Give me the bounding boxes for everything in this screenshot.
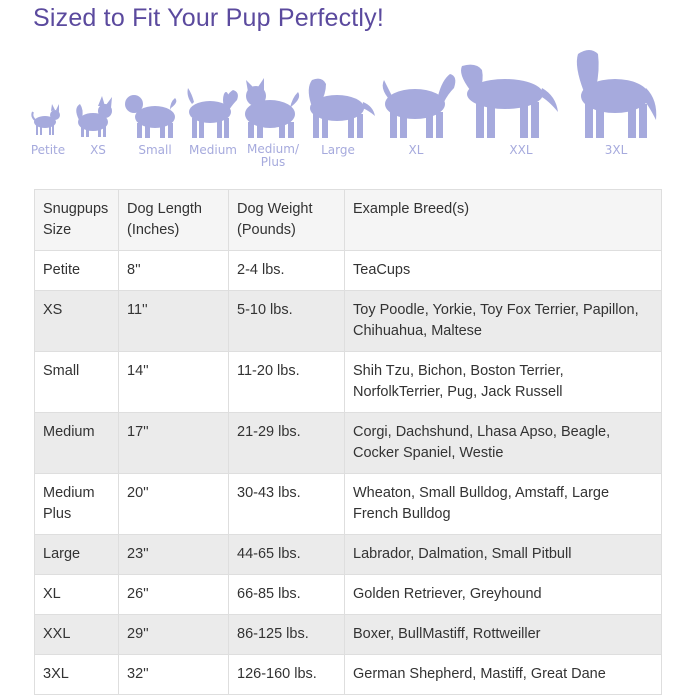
cell-size: Large [35, 535, 119, 575]
cell-length: 8'' [119, 251, 229, 291]
cell-weight: 86-125 lbs. [229, 615, 345, 655]
size-label-xl: XL [408, 143, 424, 157]
dog-medium-plus-icon [245, 78, 299, 138]
cell-breeds: Boxer, BullMastiff, Rottweiller [345, 615, 662, 655]
cell-breeds: Labrador, Dalmation, Small Pitbull [345, 535, 662, 575]
cell-breeds: Wheaton, Small Bulldog, Amstaff, Large French Bulldog [345, 474, 662, 535]
size-label-petite: Petite [30, 143, 66, 157]
header-weight: Dog Weight (Pounds) [229, 190, 345, 251]
cell-length: 20'' [119, 474, 229, 535]
cell-weight: 11-20 lbs. [229, 352, 345, 413]
cell-size: Small [35, 352, 119, 413]
table-header-row [35, 190, 662, 251]
cell-size: XXL [35, 615, 119, 655]
cell-size: Petite [35, 251, 119, 291]
cell-length: 23'' [119, 535, 229, 575]
table-row [35, 615, 662, 655]
dog-xxl-icon [461, 65, 558, 138]
table-row [35, 413, 662, 474]
table-row [35, 251, 662, 291]
dog-xs-icon [76, 96, 112, 137]
table-row [35, 535, 662, 575]
table-row [35, 575, 662, 615]
size-label-3xl: 3XL [604, 143, 628, 157]
cell-length: 26'' [119, 575, 229, 615]
dog-xl-icon [383, 74, 456, 138]
size-label-small: Small [138, 143, 172, 157]
dog-size-illustration [30, 44, 660, 174]
cell-weight: 30-43 lbs. [229, 474, 345, 535]
cell-breeds: Shih Tzu, Bichon, Boston Terrier, NorfolkTerrier, Pug, Jack Russell [345, 352, 662, 413]
cell-weight: 126-160 lbs. [229, 655, 345, 695]
dog-small-icon [125, 95, 176, 138]
cell-size: Medium Plus [35, 474, 119, 535]
cell-breeds: Corgi, Dachshund, Lhasa Apso, Beagle, Cocker Spaniel, Westie [345, 413, 662, 474]
table-row [35, 655, 662, 695]
cell-breeds: Toy Poodle, Yorkie, Toy Fox Terrier, Papillon, Chihuahua, Maltese [345, 291, 662, 352]
cell-size: 3XL [35, 655, 119, 695]
cell-weight: 5-10 lbs. [229, 291, 345, 352]
size-label-large: Large [321, 143, 355, 157]
size-label-xxl: XXL [509, 143, 533, 157]
cell-length: 11'' [119, 291, 229, 352]
cell-weight: 21-29 lbs. [229, 413, 345, 474]
cell-weight: 66-85 lbs. [229, 575, 345, 615]
dog-medium-icon [188, 88, 238, 138]
header-size: Snugpups Size [35, 190, 119, 251]
dog-petite-icon [32, 104, 60, 135]
page-title: Sized to Fit Your Pup Perfectly! [33, 4, 385, 32]
cell-breeds: TeaCups [345, 251, 662, 291]
cell-length: 17'' [119, 413, 229, 474]
table-row [35, 352, 662, 413]
cell-size: Medium [35, 413, 119, 474]
cell-weight: 44-65 lbs. [229, 535, 345, 575]
cell-length: 14'' [119, 352, 229, 413]
table-row [35, 291, 662, 352]
size-label-medium-plus: Medium/ Plus [246, 142, 300, 169]
header-breeds: Example Breed(s) [345, 190, 662, 251]
cell-breeds: Golden Retriever, Greyhound [345, 575, 662, 615]
cell-length: 32'' [119, 655, 229, 695]
table-body [35, 251, 662, 695]
dog-3xl-icon [577, 50, 656, 138]
cell-size: XS [35, 291, 119, 352]
cell-weight: 2-4 lbs. [229, 251, 345, 291]
dog-large-icon [309, 79, 375, 138]
table-row [35, 474, 662, 535]
size-label-xs: XS [90, 143, 106, 157]
cell-breeds: German Shepherd, Mastiff, Great Dane [345, 655, 662, 695]
size-label-medium: Medium [189, 143, 237, 157]
cell-length: 29'' [119, 615, 229, 655]
header-length: Dog Length (Inches) [119, 190, 229, 251]
cell-size: XL [35, 575, 119, 615]
size-chart-table [34, 189, 662, 695]
